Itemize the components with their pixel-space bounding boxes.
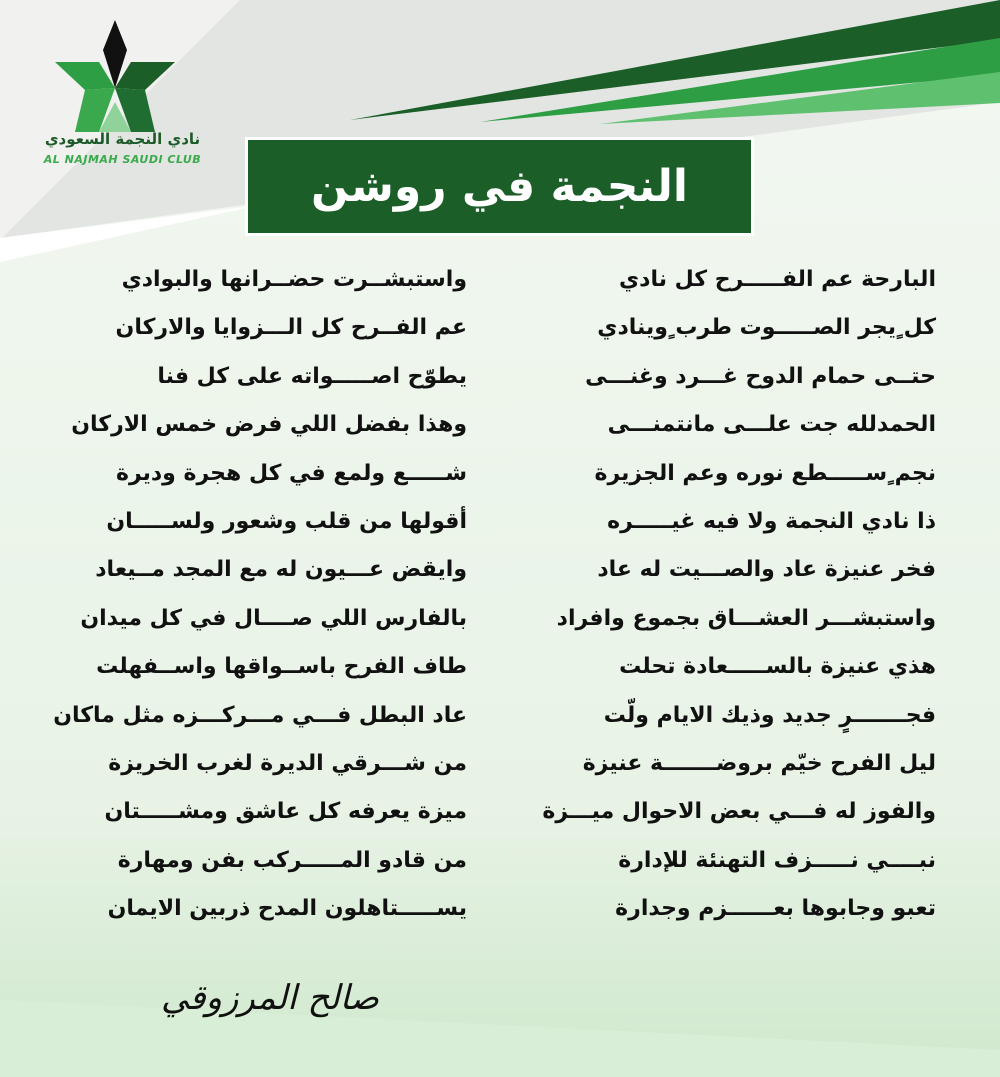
star-with-diamond-icon <box>55 20 175 132</box>
verse-line: واستبشـــر العشـــاق بجموع وافراد <box>556 605 936 631</box>
verse-line: أقولها من قلب وشعور ولســـــان <box>106 508 467 534</box>
title-banner <box>248 140 751 233</box>
verse-line: واستبشــرت حضــرانها والبوادي <box>121 267 467 292</box>
verse-line: وايقض عـــيون له مع المجد مــيعاد <box>95 557 467 583</box>
verse-line: طاف الفرح باســواقها واســفهلت <box>96 654 467 680</box>
verse-line: فخر عنيزة عاد والصـــيت له عاد <box>597 557 936 583</box>
verse-line: تعبو وجابوها بعــــــزم وجدارة <box>615 896 936 922</box>
poet-signature <box>150 968 390 1028</box>
page-title: النجمة في روشن <box>311 161 688 212</box>
verse-line: يســـــتاهلون المدح ذربين الايمان <box>107 896 467 922</box>
signature-text: صالح المرزوقي <box>161 978 379 1018</box>
verse-line: يطوّح اصـــــواته على كل فنا <box>157 363 467 389</box>
verse-line: من شـــرقي الديرة لغرب الخريزة <box>108 750 467 776</box>
verse-line: نبــــي نـــــزف التهنئة للإدارة <box>618 847 936 873</box>
club-name-english: AL NAJMAH SAUDI CLUB <box>43 153 202 166</box>
verse-line: ليل الفرح خيّم بروضـــــــة عنيزة <box>582 750 936 776</box>
verse-line: عاد البطل فـــي مـــركـــزه مثل ماكان <box>53 702 467 728</box>
verse-line: ميزة يعرفه كل عاشق ومشـــــتان <box>104 799 467 825</box>
verse-line: بالفارس اللي صــــال في كل ميدان <box>80 605 467 631</box>
verse-line: ذا نادي النجمة ولا فيه غيـــــره <box>607 508 936 534</box>
verse-line: فجـــــــرٍ جديد وذيك الايام ولّت <box>603 702 936 728</box>
verse-line: الحمدلله جت علـــى مانتمنـــى <box>607 412 936 438</box>
verse-line: هذي عنيزة بالســـــعادة تحلت <box>619 654 936 680</box>
verse-line: حتــى حمام الدوح غـــرد وغنـــى <box>585 363 936 389</box>
verse-line: من قادو المـــــركب بفن ومهارة <box>117 847 467 873</box>
club-name-arabic: نادي النجمة السعودي <box>44 130 201 148</box>
verse-line: والفوز له فـــي بعض الاحوال ميـــزة <box>542 799 936 825</box>
poem-column-left <box>53 258 467 935</box>
verse-line: وهذا بفضل اللي فرض خمس الاركان <box>71 412 467 438</box>
verse-line: نجم ٍســـــطع نوره وعم الجزيرة <box>594 460 936 486</box>
verse-line: شـــــع ولمع في كل هجرة وديرة <box>115 460 467 486</box>
verse-line: البارحة عم الفـــــرح كل نادي <box>618 267 936 292</box>
verse-line: عم الفــرح كل الـــزوايا والاركان <box>115 315 467 341</box>
verse-line: كل ٍيجر الصـــــوت طرب ٍوينادي <box>597 315 936 341</box>
poem-column-right <box>516 258 936 935</box>
